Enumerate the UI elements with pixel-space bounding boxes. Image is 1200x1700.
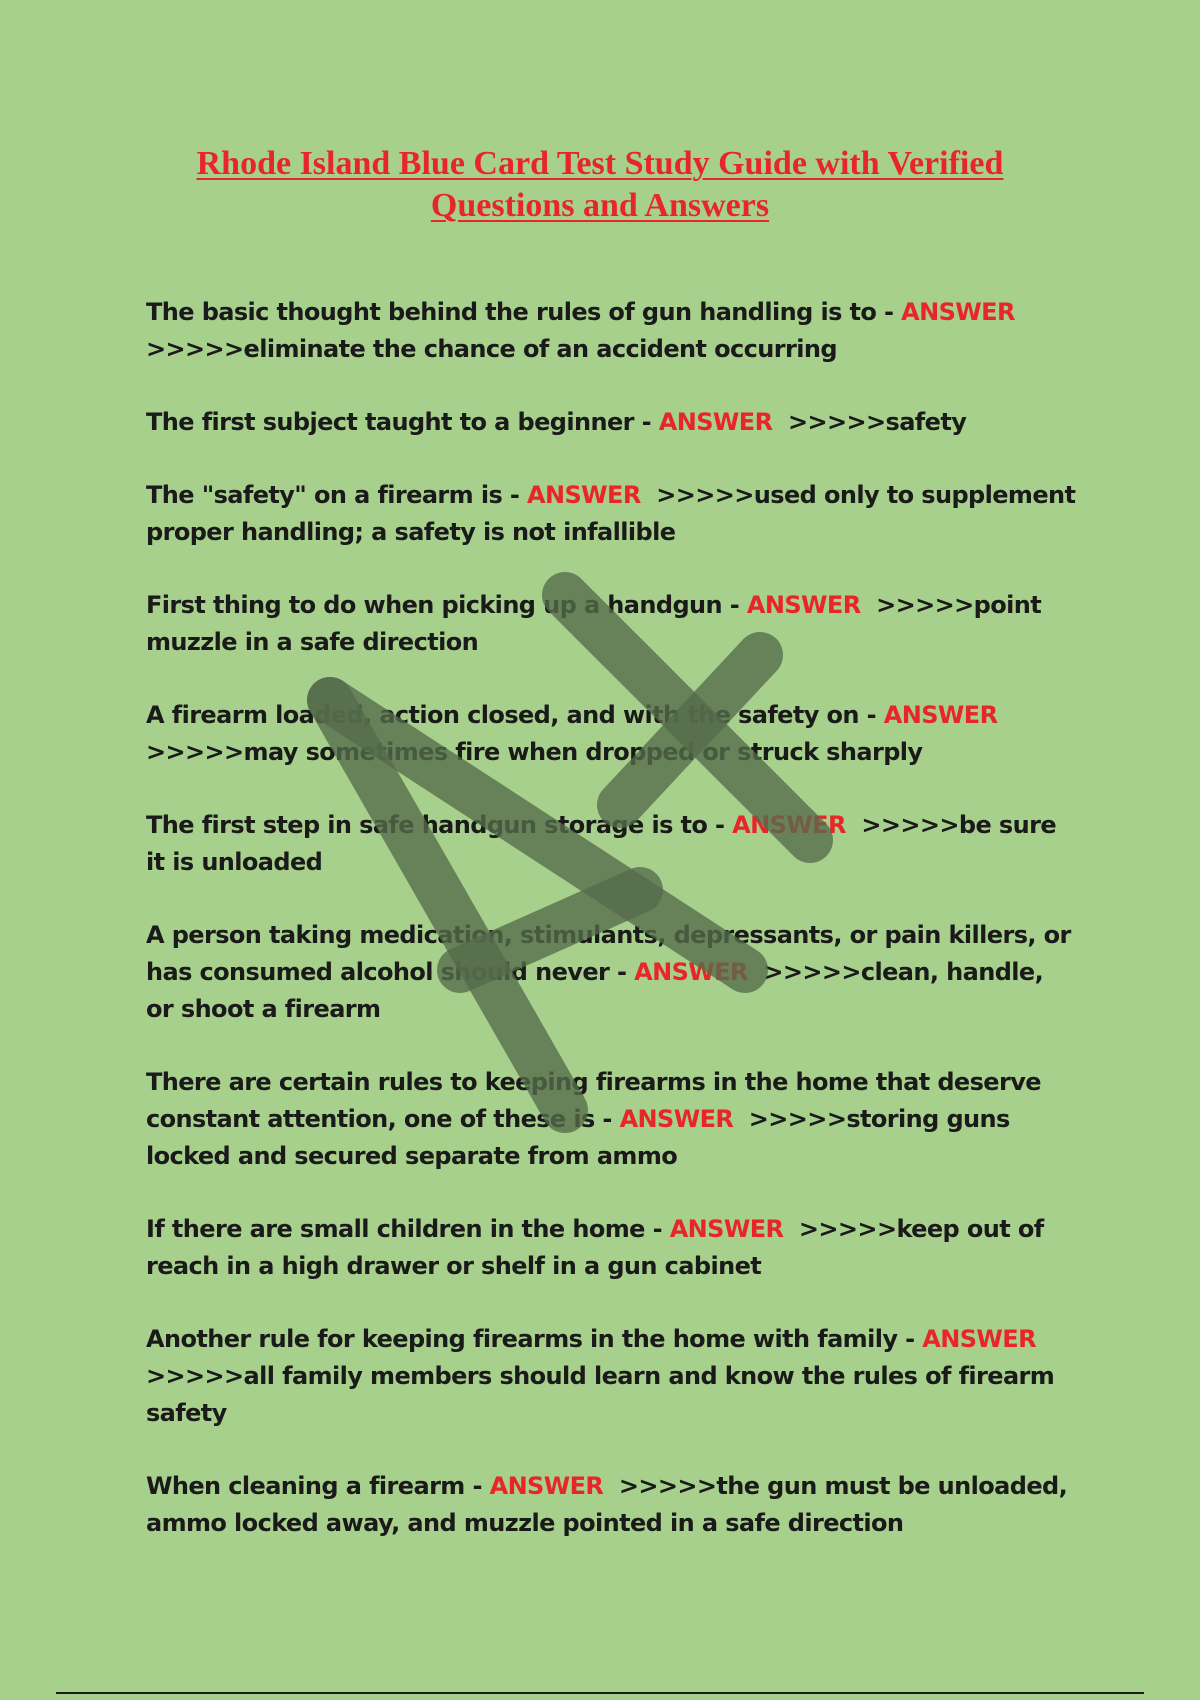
document-title: Rhode Island Blue Card Test Study Guide with Verified Questions and Answers	[196, 145, 1004, 224]
qa-item	[146, 807, 1076, 881]
question-text: If there are small children in the home -	[146, 1215, 670, 1243]
answer-text: >>>>>keep out of reach in a high drawer or shelf in a gun cabinet	[146, 1215, 1044, 1280]
qa-item	[146, 1211, 1076, 1285]
question-text: First thing to do when picking up a handgun -	[146, 591, 747, 619]
qa-item	[146, 917, 1076, 1028]
answer-text: >>>>>point muzzle in a safe direction	[146, 591, 1042, 656]
answer-text: >>>>>used only to supplement proper handling; a safety is not infallible	[146, 481, 1076, 546]
answer-tag: ANSWER	[619, 1105, 734, 1133]
answer-text: >>>>>safety	[787, 408, 967, 436]
question-text: The "safety" on a firearm is -	[146, 481, 528, 509]
qa-item	[146, 1321, 1076, 1432]
qa-item	[146, 587, 1076, 661]
qa-list	[146, 294, 1076, 1578]
answer-text: >>>>>may sometimes fire when dropped or struck sharply	[146, 738, 923, 766]
answer-tag: ANSWER	[489, 1472, 604, 1500]
question-text: The first subject taught to a beginner -	[146, 408, 659, 436]
question-text: Another rule for keeping firearms in the home with family -	[146, 1325, 923, 1353]
question-text: The first step in safe handgun storage is to -	[146, 811, 733, 839]
answer-text: >>>>>the gun must be unloaded, ammo locked away, and muzzle pointed in a safe direction	[146, 1472, 1068, 1537]
question-text: The basic thought behind the rules of gun handling is to -	[146, 298, 902, 326]
answer-tag: ANSWER	[901, 298, 1015, 326]
question-text: A firearm loaded, action closed, and with the safety on -	[146, 701, 884, 729]
answer-tag: ANSWER	[883, 701, 998, 729]
answer-tag: ANSWER	[527, 481, 641, 509]
answer-text: >>>>>clean, handle, or shoot a firearm	[146, 958, 1044, 1023]
question-text: When cleaning a firearm -	[146, 1472, 490, 1500]
qa-item	[146, 294, 1076, 368]
answer-tag: ANSWER	[658, 408, 773, 436]
answer-text: >>>>>all family members should learn and know the rules of firearm safety	[146, 1362, 1055, 1427]
answer-tag: ANSWER	[732, 811, 846, 839]
footer-rule	[56, 1692, 1144, 1694]
answer-tag: ANSWER	[669, 1215, 784, 1243]
question-text: A person taking medication, stimulants, depressants, or pain killers, or has consumed alcohol should never -	[146, 921, 1071, 986]
qa-item	[146, 697, 1076, 771]
qa-item	[146, 1468, 1076, 1542]
answer-tag: ANSWER	[634, 958, 748, 986]
qa-item	[146, 477, 1076, 551]
answer-tag: ANSWER	[746, 591, 861, 619]
answer-text: >>>>>eliminate the chance of an accident occurring	[146, 335, 837, 363]
answer-text: >>>>>storing guns locked and secured separate from ammo	[146, 1105, 1010, 1170]
qa-item	[146, 1064, 1076, 1175]
answer-text: >>>>>be sure it is unloaded	[146, 811, 1057, 876]
question-text: There are certain rules to keeping firearms in the home that deserve constant attention, one of these is -	[146, 1068, 1041, 1133]
answer-tag: ANSWER	[922, 1325, 1036, 1353]
qa-item	[146, 404, 1076, 441]
